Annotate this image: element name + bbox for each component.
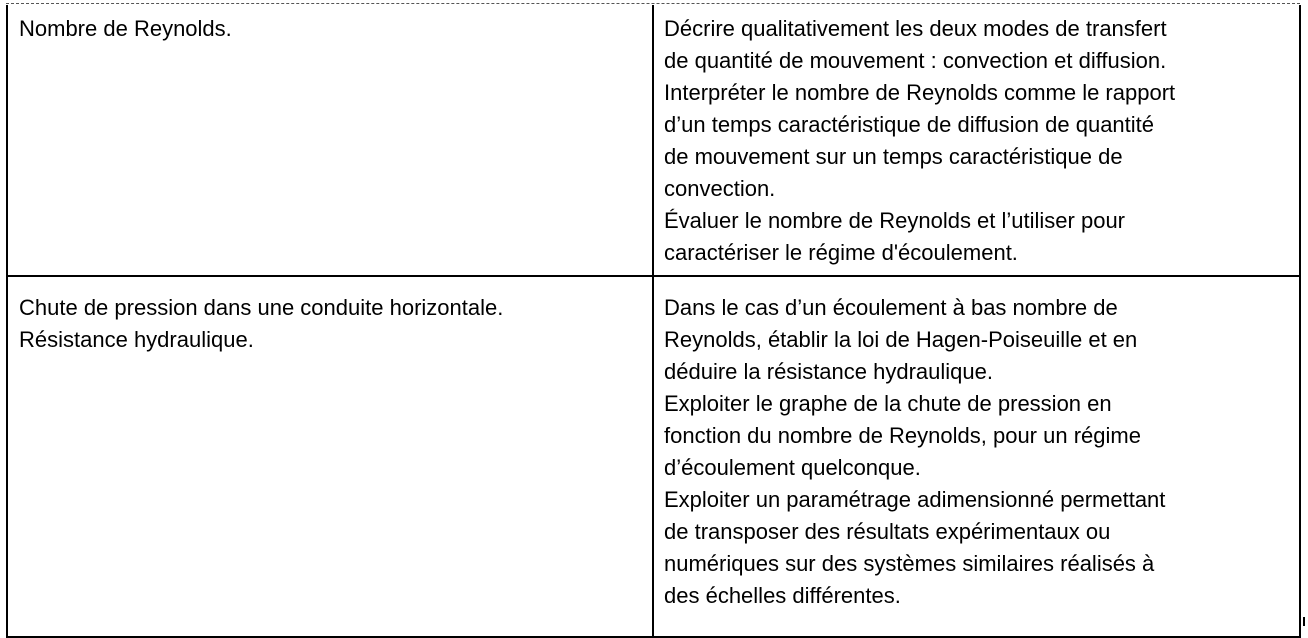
capacite-line: Dans le cas d’un écoulement à bas nombre de [664, 295, 1118, 320]
capacite-line: des échelles différentes. [664, 583, 901, 608]
capacite-line: de quantité de mouvement : convection et diffusion. [664, 48, 1167, 73]
capacite-line: Reynolds, établir la loi de Hagen-Poiseuille et en [664, 327, 1138, 352]
capacite-line: fonction du nombre de Reynolds, pour un régime [664, 423, 1141, 448]
table-row [7, 276, 1300, 637]
next-row-edge [6, 617, 1305, 626]
capacite-line: Interpréter le nombre de Reynolds comme le rapport [664, 80, 1176, 105]
notion-text: Chute de pression dans une conduite horizontale. [19, 295, 504, 320]
capacite-line: d’un temps caractéristique de diffusion de quantité [664, 112, 1155, 137]
notion-text: Résistance hydraulique. [19, 327, 254, 352]
capacite-line: de mouvement sur un temps caractéristique de [664, 144, 1123, 169]
notion-cell [7, 276, 653, 637]
capacite-line: caractériser le régime d'écoulement. [664, 240, 1018, 265]
capacite-line: de transposer des résultats expérimentaux ou [664, 519, 1111, 544]
capacite-line: Exploiter un paramétrage adimensionné permettant [664, 487, 1166, 512]
capacite-line: numériques sur des systèmes similaires réalisés à [664, 551, 1155, 576]
capacite-line: déduire la résistance hydraulique. [664, 359, 993, 384]
capacite-line: Exploiter le graphe de la chute de pression en [664, 391, 1112, 416]
page-cut-line [6, 3, 1300, 4]
notion-cell [7, 5, 653, 276]
capacite-line: Décrire qualitativement les deux modes de transfert [664, 16, 1167, 41]
capacites-cell [653, 276, 1300, 637]
capacites-cell [653, 5, 1300, 276]
capacite-line: convection. [664, 176, 776, 201]
table-row [7, 5, 1300, 276]
notion-text: Nombre de Reynolds. [19, 16, 232, 41]
curriculum-table [6, 5, 1301, 638]
capacite-line: d’écoulement quelconque. [664, 455, 921, 480]
capacite-line: Évaluer le nombre de Reynolds et l’utiliser pour [664, 208, 1126, 233]
